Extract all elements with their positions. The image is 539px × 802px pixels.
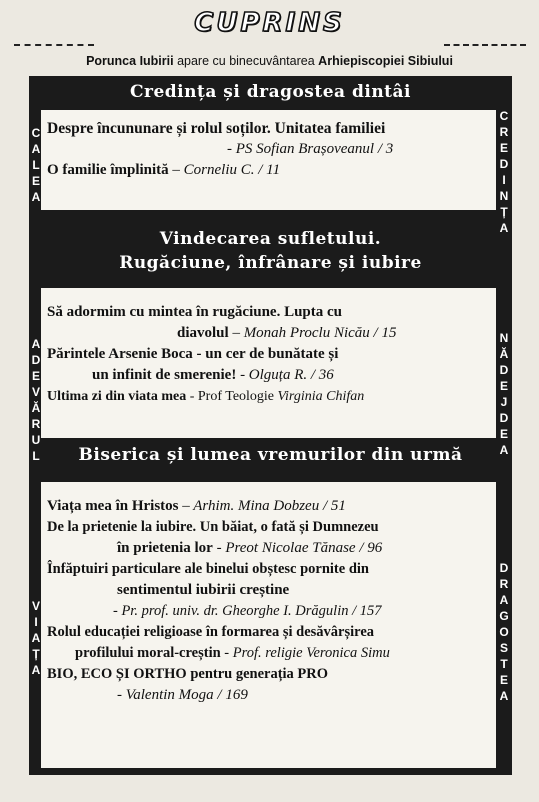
section-heading-1: Credința și dragostea dintâi xyxy=(129,82,412,102)
page-title: CUPRINS xyxy=(194,8,345,38)
toc-entry-author: - Olguța R. / 36 xyxy=(240,367,334,383)
side-word-calea: C A L E A xyxy=(31,126,41,204)
toc-entry-title: Să adormim cu mintea în rugăciune. Lupta cu xyxy=(47,304,343,320)
side-word-nadejdea: N Ă D E J D E A xyxy=(499,331,509,457)
toc-entry-author: – Arhim. Mina Dobzeu / 51 xyxy=(182,498,346,514)
toc-entry-author: - Preot Nicolae Tănase / 96 xyxy=(216,540,383,556)
contents-frame xyxy=(29,76,512,775)
side-word-adevarul: A D E V Ă R U L xyxy=(31,337,41,463)
toc-entry-title-cont: în prietenia lor xyxy=(117,540,213,556)
toc-entry-title: Ultima zi din viata mea xyxy=(47,389,187,404)
publication-credit xyxy=(0,54,539,68)
toc-entry-title: BIO, ECO ȘI ORTHO pentru generația PRO xyxy=(47,666,329,682)
toc-entry-author: Virginia Chifan xyxy=(277,389,365,404)
toc-entry-title: Înfăptuiri particulare ale binelui obștesc pornite din xyxy=(47,561,369,577)
toc-entry-title-cont: profilului moral-creștin xyxy=(75,645,221,661)
toc-entry-role: - Prof Teologie xyxy=(189,389,275,404)
toc-entry-title: Rolul educației religioase în formarea și desăvârșirea xyxy=(47,624,375,640)
toc-entry-author: Prof. religie Veronica Simu xyxy=(232,645,390,661)
toc-entry-dash: - xyxy=(224,645,230,661)
section-heading-3: Biserica și lumea vremurilor din urmă xyxy=(78,445,463,465)
side-word-dragostea: D R A G O S T E A xyxy=(499,561,509,703)
toc-entry-title-cont: sentimentul iubirii creștine xyxy=(117,582,290,598)
toc-entry-title-cont: un infinit de smerenie! xyxy=(92,367,237,383)
toc-entry-title: De la prietenie la iubire. Un băiat, o fată și Dumnezeu xyxy=(47,519,379,535)
toc-entry-author: - Pr. prof. univ. dr. Gheorghe I. Drăgulin / 157 xyxy=(113,603,382,619)
toc-entry-author: – Monah Proclu Nicău / 15 xyxy=(232,325,397,341)
toc-entry-title: Viața mea în Hristos xyxy=(47,498,179,514)
toc-entry-author: – Corneliu C. / 11 xyxy=(172,162,281,178)
divider-left xyxy=(14,44,94,46)
section-box-3 xyxy=(41,482,496,768)
side-word-viata: V I A Ț A xyxy=(31,599,41,677)
divider-right xyxy=(444,44,526,46)
section-box-2 xyxy=(41,288,496,438)
archdiocese-name: Arhiepiscopiei Sibiului xyxy=(318,54,453,68)
section-heading-2a: Vindecarea sufletului. xyxy=(159,229,382,249)
section-heading-2b: Rugăciune, înfrânare și iubire xyxy=(119,253,422,273)
credit-text: apare cu binecuvântarea xyxy=(177,54,315,68)
toc-entry-author: - Valentin Moga / 169 xyxy=(117,687,248,703)
side-word-credinta: C R E D I N Ț A xyxy=(499,109,509,235)
toc-entry-title: O familie împlinită xyxy=(47,162,169,178)
magazine-name: Porunca Iubirii xyxy=(86,54,174,68)
toc-entry-title: Părintele Arsenie Boca - un cer de bunătate și xyxy=(47,346,339,362)
toc-entry-author: - PS Sofian Brașoveanul / 3 xyxy=(227,141,394,157)
section-box-1 xyxy=(41,110,496,210)
toc-entry-title-cont: diavolul xyxy=(177,325,229,341)
toc-entry-title: Despre încununare și rolul soților. Unitatea familiei xyxy=(47,120,386,137)
